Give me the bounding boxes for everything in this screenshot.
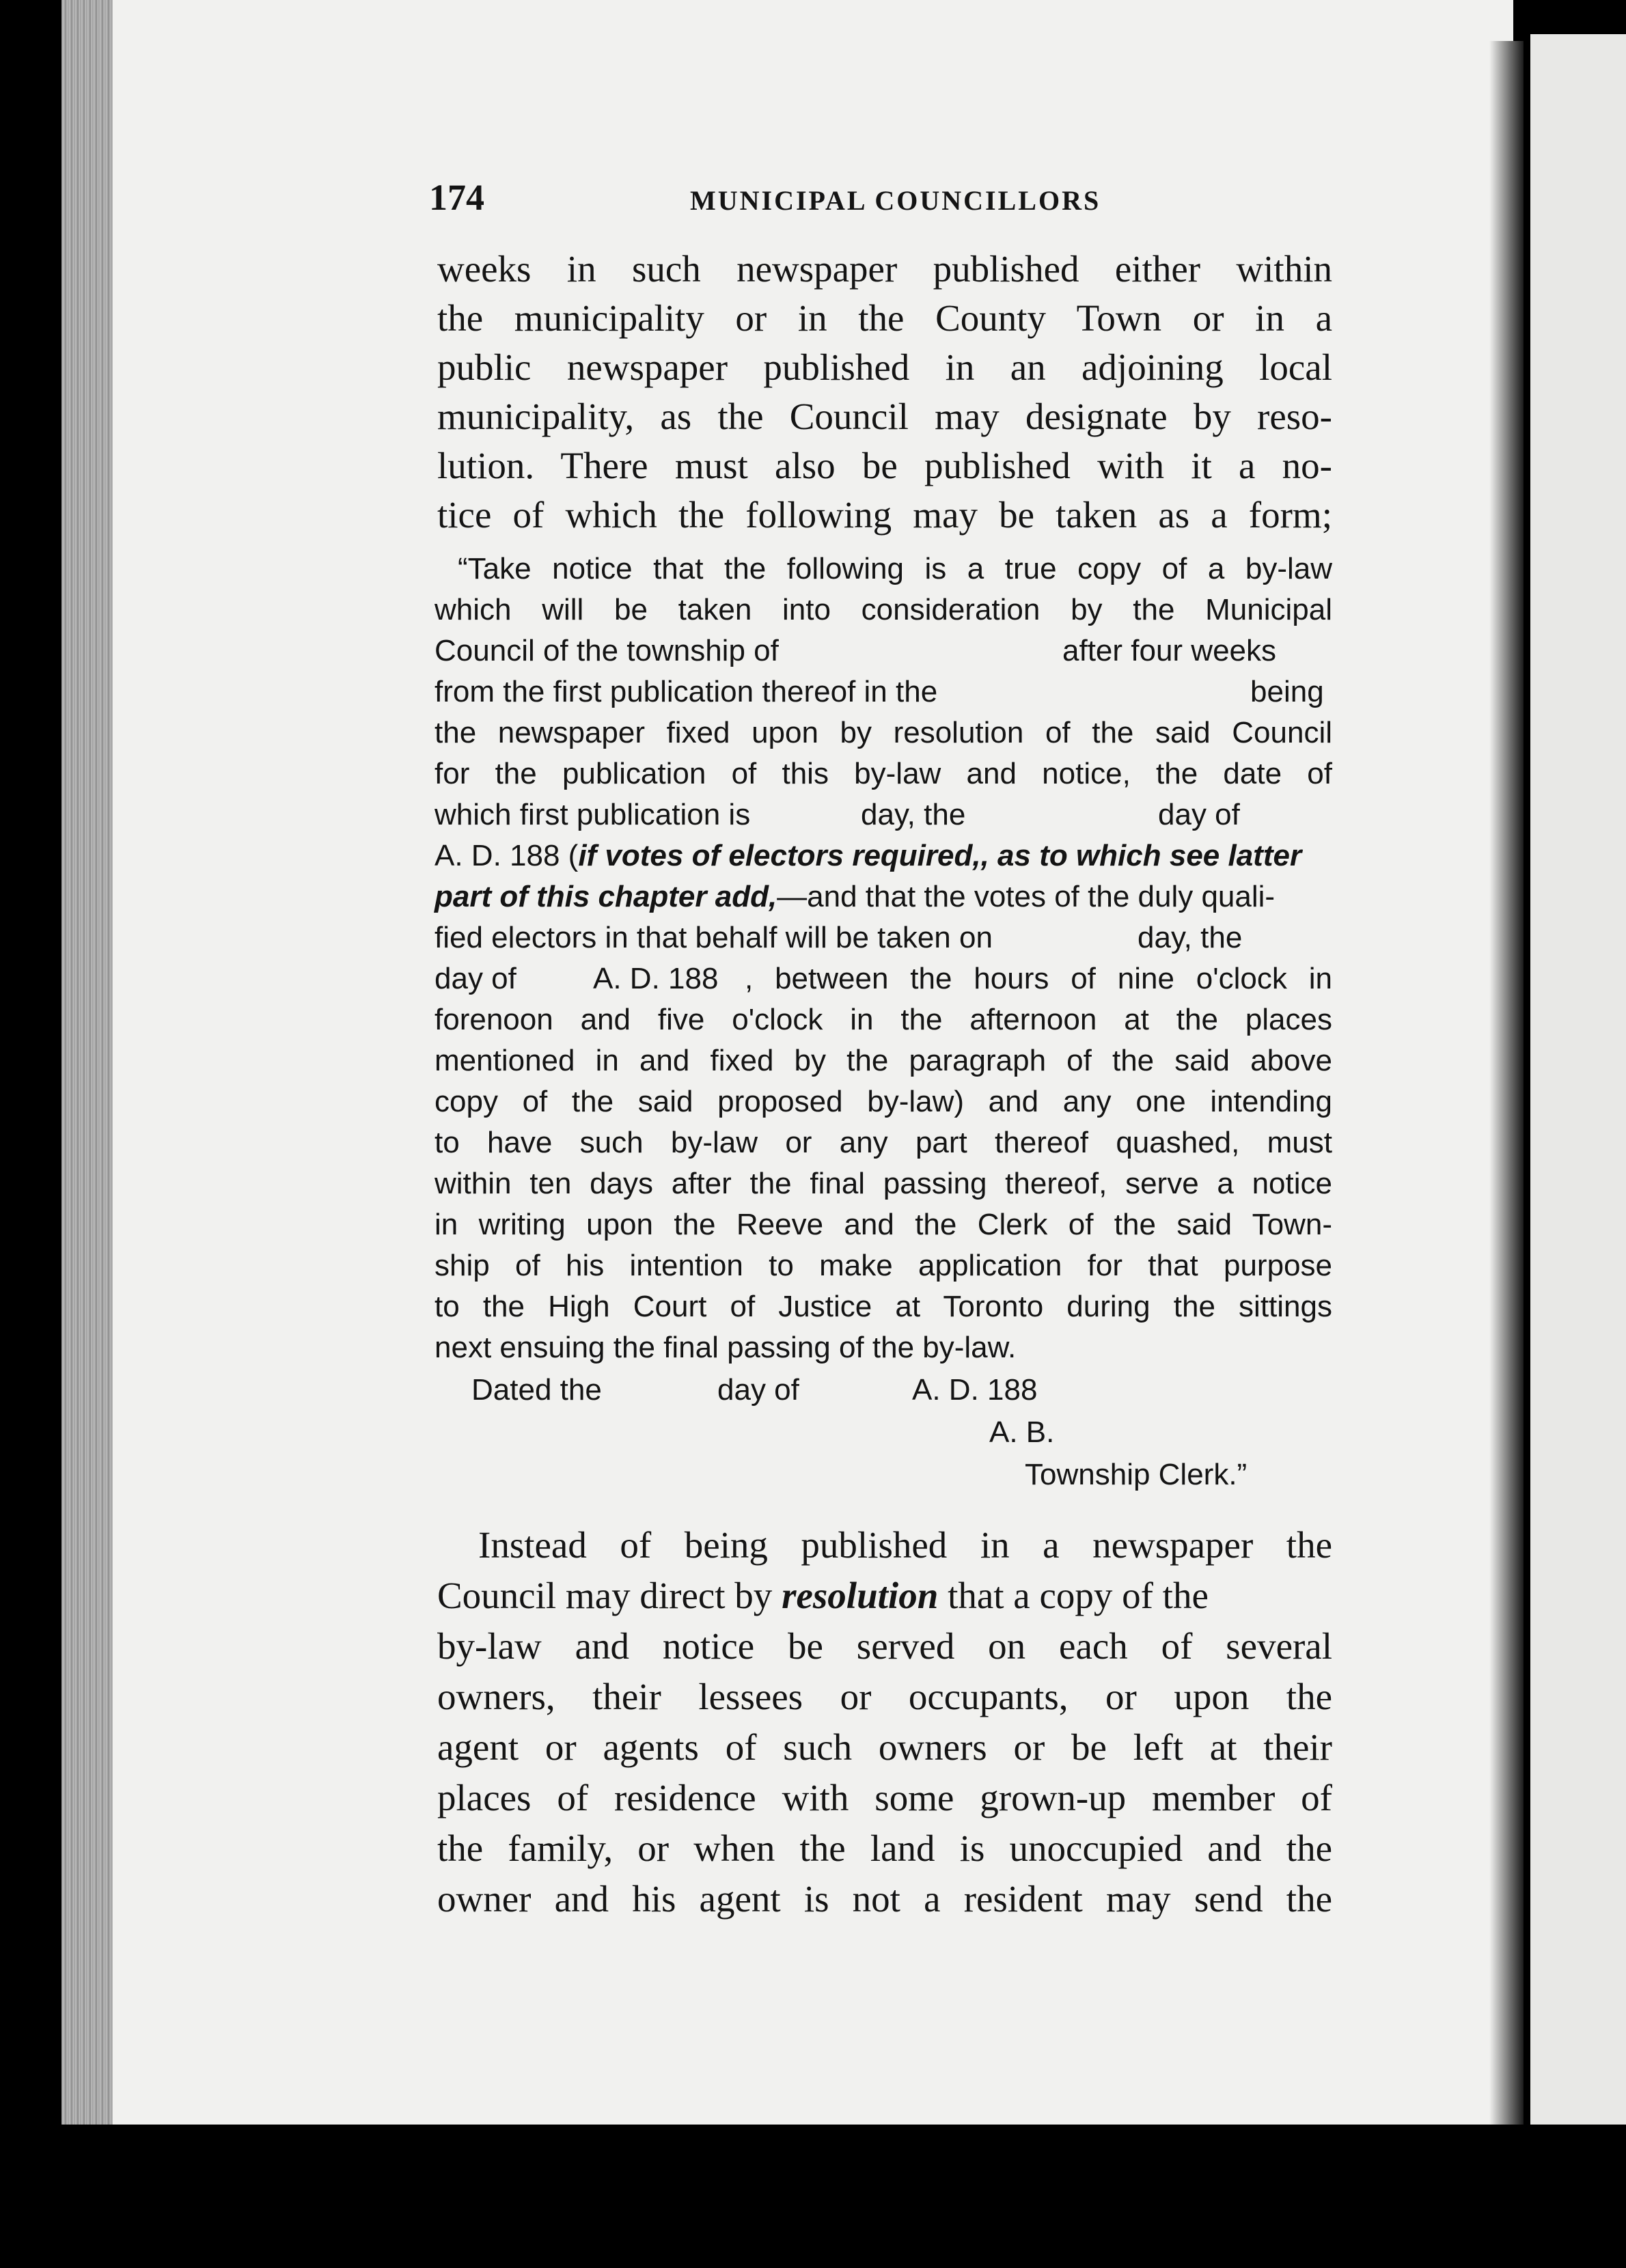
notice-line: to have such by-law or any part thereof quashed, must [435, 1126, 1332, 1159]
paragraph-1-line: the municipality or in the County Town or in a [437, 297, 1332, 339]
paragraph-1-line: weeks in such newspaper published either within [437, 248, 1332, 290]
paragraph-1-line: municipality, as the Council may designate by reso- [437, 396, 1332, 437]
notice-italic-text: part of this chapter add, [435, 880, 777, 913]
notice-line: fied electors in that behalf will be taken on [435, 921, 993, 954]
notice-line: which first publication is [435, 798, 751, 831]
paragraph-text: Council may direct by [437, 1575, 782, 1616]
notice-line-segment: day of [1158, 798, 1240, 831]
notice-line: day of [435, 962, 516, 995]
paragraph-1-line: public newspaper published in an adjoining local [437, 346, 1332, 388]
paragraph-italic-text: resolution [782, 1575, 939, 1616]
notice-line-segment: A. D. 188 [593, 962, 719, 995]
notice-line-segment: , between the hours of nine o'clock in [745, 962, 1332, 995]
notice-line-segment: day, the [861, 798, 966, 831]
notice-text: —and that the votes of the duly quali- [777, 880, 1276, 913]
notice-line: which will be taken into consideration by the Municipal [435, 593, 1332, 626]
notice-dated-line: Dated the [471, 1373, 602, 1407]
paragraph-1-line: tice of which the following may be taken as a form; [437, 494, 1332, 536]
notice-line-segment: day, the [1138, 921, 1243, 954]
notice-line: “Take notice that the following is a true copy of a by-law [458, 552, 1332, 585]
notice-line: Council of the township of [435, 634, 779, 667]
paragraph-2-line: agent or agents of such owners or be left at their [437, 1726, 1332, 1768]
notice-line-segment: being [1250, 675, 1324, 708]
notice-text: A. D. 188 ( [435, 839, 579, 872]
notice-signature-title: Township Clerk.” [1025, 1458, 1248, 1491]
paragraph-2-line: Instead of being published in a newspaper the [478, 1524, 1332, 1566]
notice-line: from the first publication thereof in the [435, 675, 938, 708]
notice-signature: A. B. [989, 1415, 1055, 1449]
notice-line: ship of his intention to make application for that purpose [435, 1249, 1332, 1282]
notice-italic-text: if votes of electors required,, as to which see latter [578, 839, 1302, 872]
notice-line: forenoon and five o'clock in the afternoon at the places [435, 1003, 1332, 1036]
notice-line: mentioned in and fixed by the paragraph of the said above [435, 1044, 1332, 1077]
notice-dated-segment: A. D. 188 [912, 1373, 1038, 1407]
notice-line: within ten days after the final passing thereof, serve a notice [435, 1167, 1332, 1200]
paragraph-text: that a copy of the [938, 1575, 1209, 1616]
page-number: 174 [429, 177, 484, 218]
paragraph-2-line [437, 1574, 1209, 1617]
notice-line: copy of the said proposed by-law) and any one intending [435, 1085, 1332, 1118]
paragraph-2-line: by-law and notice be served on each of several [437, 1625, 1332, 1667]
paragraph-2-line: the family, or when the land is unoccupied and the [437, 1827, 1332, 1869]
paragraph-2-line: owners, their lessees or occupants, or upon the [437, 1676, 1332, 1717]
notice-line: to the High Court of Justice at Toronto during the sittings [435, 1290, 1332, 1323]
notice-line: next ensuing the final passing of the by-law. [435, 1331, 1017, 1364]
notice-line: the newspaper fixed upon by resolution of the said Council [435, 716, 1332, 749]
paragraph-2-line: owner and his agent is not a resident may send the [437, 1878, 1332, 1920]
notice-line: for the publication of this by-law and notice, the date of [435, 757, 1332, 790]
notice-line: in writing upon the Reeve and the Clerk of the said Town- [435, 1208, 1332, 1241]
gutter-shadow [1489, 41, 1524, 2125]
running-title: MUNICIPAL COUNCILLORS [690, 185, 1101, 216]
paragraph-1-line: lution. There must also be published with it a no- [437, 445, 1332, 486]
facing-page-edge [1530, 34, 1626, 2125]
notice-line [435, 839, 1301, 873]
notice-dated-segment: day of [717, 1373, 799, 1407]
paragraph-2-line: places of residence with some grown-up member of [437, 1777, 1332, 1818]
notice-line [435, 880, 1275, 914]
notice-line-segment: after four weeks [1062, 634, 1277, 667]
page-edge-stack [61, 0, 116, 2125]
